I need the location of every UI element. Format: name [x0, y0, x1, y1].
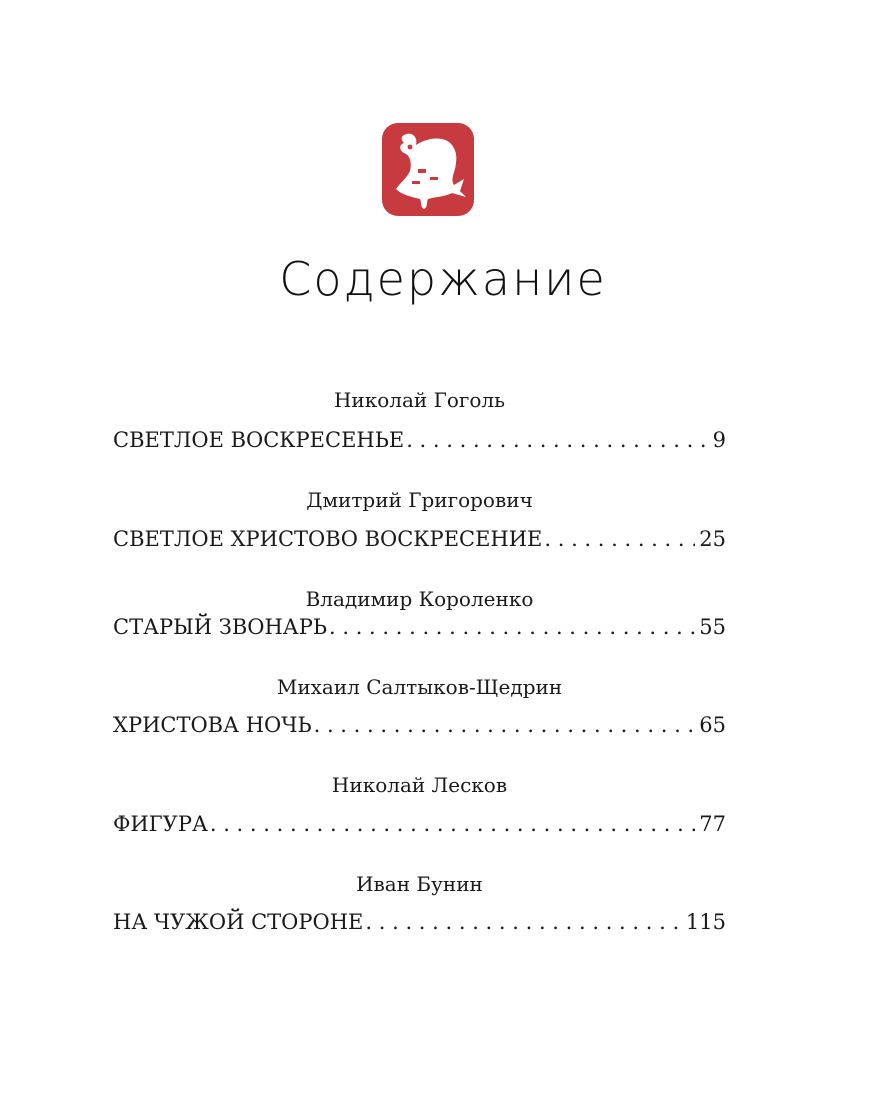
- toc-story-title: СТАРЫЙ ЗВОНАРЬ: [113, 615, 327, 639]
- toc-author: Николай Гоголь: [333, 388, 506, 412]
- toc-story-title: ФИГУРА: [113, 812, 208, 836]
- toc-author: Иван Бунин: [356, 872, 483, 896]
- toc-entry[interactable]: [113, 615, 726, 639]
- toc-author: Михаил Салтыков-Щедрин: [276, 675, 563, 699]
- toc-author: Владимир Короленко: [305, 587, 534, 611]
- toc-entry[interactable]: [113, 812, 726, 836]
- toc-entry[interactable]: [113, 713, 726, 737]
- toc-entry[interactable]: [113, 527, 726, 551]
- toc-story-title: ХРИСТОВА НОЧЬ: [113, 713, 312, 737]
- toc-page-number: 65: [699, 713, 726, 737]
- toc-story-title: СВЕТЛОЕ ХРИСТОВО ВОСКРЕСЕНИЕ: [113, 527, 543, 551]
- toc-page-number: 9: [712, 428, 726, 452]
- toc-page-number: 77: [699, 812, 726, 836]
- table-of-contents: [113, 0, 726, 1104]
- dot-leader: [365, 910, 682, 934]
- toc-page-number: 115: [685, 910, 726, 934]
- toc-page-number: 55: [699, 615, 726, 639]
- dot-leader: [544, 527, 695, 551]
- dot-leader: [314, 713, 696, 737]
- toc-entry[interactable]: [113, 910, 726, 934]
- toc-author: Дмитрий Григорович: [306, 488, 533, 512]
- page-title: Содержание: [279, 252, 607, 306]
- dot-leader: [329, 615, 695, 639]
- toc-page-number: 25: [699, 527, 726, 551]
- toc-story-title: НА ЧУЖОЙ СТОРОНЕ: [113, 910, 364, 934]
- toc-story-title: СВЕТЛОЕ ВОСКРЕСЕНЬЕ: [113, 428, 405, 452]
- toc-author: Николай Лесков: [331, 773, 508, 797]
- dot-leader: [406, 428, 708, 452]
- dot-leader: [210, 812, 695, 836]
- toc-entry[interactable]: [113, 428, 726, 452]
